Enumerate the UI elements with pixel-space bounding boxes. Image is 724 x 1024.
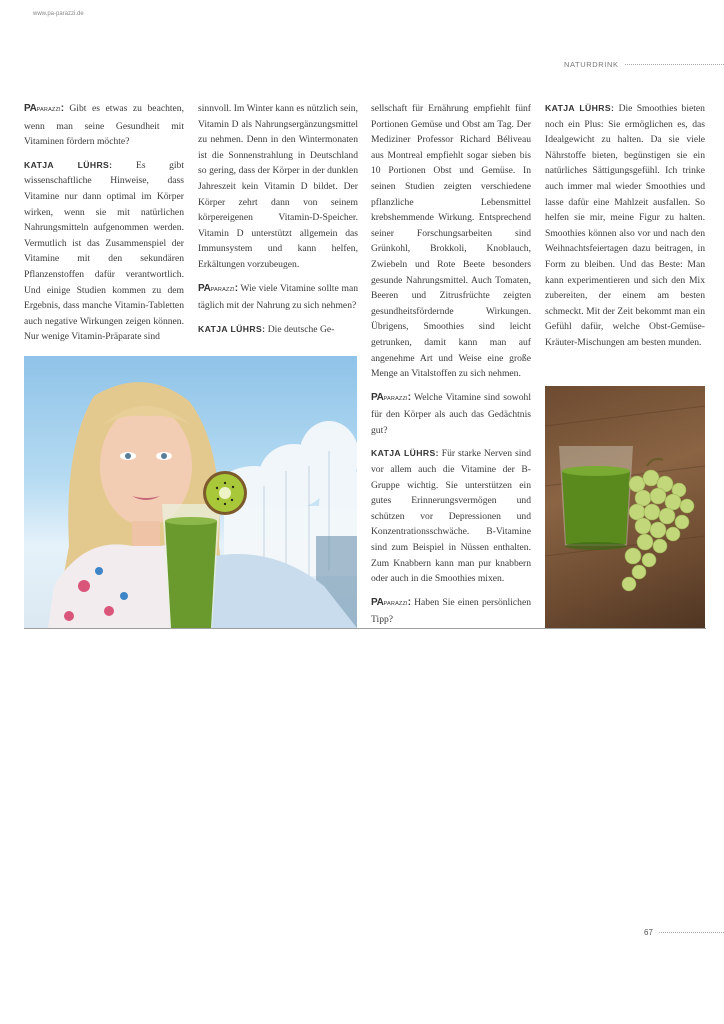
answer-1-continued: sinnvoll. Im Winter kann es nützlich sein, Vitamin D als Nahrungsergänzungsmittel zu nehmen. Denn in den Wintermonaten ist die Sonnenstrahlung in Deutschland so gering, dass der Körper in der dunklen Jahreszeit kein Vitamin D bildet. Der Körper zehrt dann von seinem körpereigenen Vitamin-D-Speicher. Vitamin D unterstützt allgemein das Immunsystem und kann helfen, Erkältungen vorzubeugen. [198, 103, 358, 270]
column-2 [198, 101, 358, 337]
website-url: www.pa-parazzi.de [33, 11, 84, 17]
footer-rule [659, 932, 724, 933]
pa-parazzi-label: PAPARAZZI: [371, 391, 411, 403]
answer-3: KATJA LÜHRS: Für starke Nerven sind vor allem auch die Vitamine der B-Gruppe wichtig. Sie unterstützen ein gutes Erinnerungsvermögen und schützen vor Depressionen und Konzentrationsschwäche. B-Vitamine sind zum Beispiel in Nüssen enthalten. Zum Knabbern kann man pur knabbern oder auch in die Smoothies mixen. [371, 448, 531, 585]
smoothie-grapes-illustration [545, 386, 705, 629]
portrait-photo [24, 356, 357, 628]
answer-2: KATJA LÜHRS: Die deutsche Ge- [198, 323, 335, 335]
pa-parazzi-label: PAPARAZZI: [24, 103, 64, 114]
column-3 [371, 101, 531, 628]
question-4: PAPARAZZI: Haben Sie einen persönlichen Tipp? [371, 596, 531, 626]
section-title [564, 58, 724, 70]
column-4 [545, 101, 705, 351]
katja-luehrs-label: KATJA LÜHRS: [24, 159, 113, 170]
pa-parazzi-label: PAPARAZZI: [198, 282, 238, 294]
page-footer [644, 926, 724, 938]
section-rule [625, 64, 724, 65]
katja-luehrs-label: KATJA LÜHRS: [545, 103, 615, 113]
katja-luehrs-label: KATJA LÜHRS: [371, 448, 439, 459]
question-3: PAPARAZZI: Welche Vitamine sind sowohl für den Körper als auch das Gedächtnis gut? [371, 391, 531, 436]
column-1 [24, 101, 184, 345]
portrait-illustration [24, 356, 357, 628]
katja-luehrs-label: KATJA LÜHRS: [198, 323, 266, 334]
pa-parazzi-label: PAPARAZZI: [371, 596, 411, 608]
smoothie-grapes-photo [545, 386, 705, 629]
answer-1: KATJA LÜHRS: Es gibt wissenschaftliche Hinweise, dass Vitamine nur dann optimal im Körper wirken, wenn sie mit natürlichen Nahrungsmitteln aufgenommen werden. Vermutlich ist das Zusammenspiel der Vitamine mit den sekundären Pflanzenstoffen dafür verantwortlich. Und einige Studien kommen zu dem Ergebnis, dass manche Vitamin-Tabletten auch negative Wirkungen zeigen können. Nur wenige Vitamin-Präparate sind [24, 159, 184, 343]
answer-2-continued: sellschaft für Ernährung empfiehlt fünf Portionen Gemüse und Obst am Tag. Der Mediziner Professor Richard Béliveau aus Montreal empfiehlt sogar sieben bis 10 Portionen Obst und Gemüse. In seinen Studien zeigten verschiedene pflanzliche Lebensmittel krebshemmende Wirkung. Entsprechend seiner Forschungsarbeiten sind Grünkohl, Brokkoli, Knoblauch, Zwiebeln und Rote Beete besonders gesunde Nahrungsmittel. Auch Tomaten, Beeren und Zitrusfrüchte zeigten gesundheitsfördernde Wirkungen. Übrigens, Smoothies sind leicht getrunken, damit kann man auf angenehme Art und Weise eine große Menge an Vitalstoffen zu sich nehmen. [371, 103, 531, 380]
page-number: 67 [644, 927, 653, 937]
answer-4: KATJA LÜHRS: Die Smoothies bieten noch ein Plus: Sie ermöglichen es, das Idealgewicht zu halten. Da sie viele Nährstoffe bieten, begünstigen sie ein natürliches Sättigungsgefühl. Ich trinke auch immer mal wieder Smoothies und lasse dafür eine Mahlzeit ausfallen. So helfen sie mir, meine Figur zu halten. Smoothies können also vor und nach den Weihnachtsfeiertagen dazu beitragen, in Form zu bleiben. Und das Beste: Man kann experimentieren und sich den Mix zubereiten, der einem am besten schmeckt. Mit der Zeit bekommt man ein Gefühl dafür, welche Obst-Gemüse-Kräuter-Mischungen am besten munden. [545, 103, 705, 348]
question-1: PAPARAZZI: Gibt es etwas zu beachten, wenn man seine Gesundheit mit Vitaminen fördern möchte? [24, 103, 185, 148]
section-label: NATURDRINK [564, 59, 619, 69]
content-divider [24, 628, 706, 629]
question-2: PAPARAZZI: Wie viele Vitamine sollte man täglich mit der Nahrung zu sich nehmen? [198, 282, 358, 312]
